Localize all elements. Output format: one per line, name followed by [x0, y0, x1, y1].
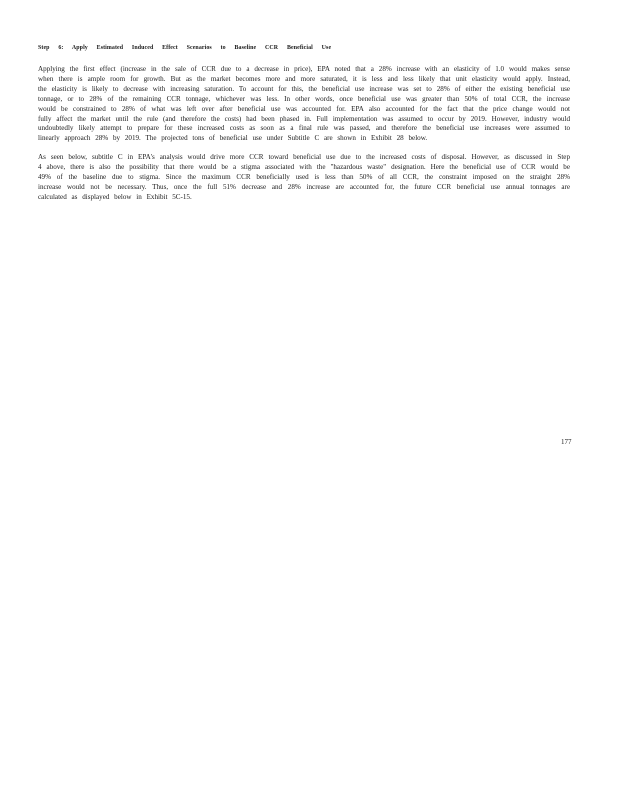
paragraph-elasticity: Applying the first effect (increase in the sale of CCR due to a decrease in price), EPA noted that a 28% increase with an elasticity of 1.0 would makes sense when there is ample room for growth. But as the market becomes more and more saturated, it is less and less likely that unit elasticity would apply. Instead, the elasticity is likely to decrease with increasing saturation. To account for this, the beneficial use increase was set to 28% of either the existing beneficial use tonnage, or to 28% of the remaining CCR tonnage, whichever was less. In other words, once beneficial use was greater than 50% of total CCR, the increase would be constrained to 28% of what was left over after beneficial use was accounted for. EPA also accounted for the fact that the price change would not fully affect the market until the rule (and therefore the costs) had been phased in. Full implementation was assumed to occur by 2019. However, industry would undoubtedly likely attempt to prepare for these increased costs as soon as a final rule was passed, and therefore the beneficial use increases were assumed to linearly approach 28% by 2019. The projected tons of beneficial use under Subtitle C are shown in Exhibit 28 below.: [38, 65, 570, 143]
section-heading: Step 6: Apply Estimated Induced Effect Scenarios to Baseline CCR Beneficial Use: [38, 44, 332, 51]
document-page: [38, 44, 570, 212]
paragraph-stigma: As seen below, subtitle C in EPA's analysis would drive more CCR toward beneficial use due to the increased costs of disposal. However, as discussed in Step 4 above, there is also the possibility that there would be a stigma associated with the "hazardous waste" designation. Here the beneficial use of CCR would be 49% of the baseline due to stigma. Since the maximum CCR beneficially used is less than 50% of all CCR, the constraint imposed on the straight 28% increase would not be necessary. Thus, once the full 51% decrease and 28% increase are accounted for, the future CCR beneficial use annual tonnages are calculated as displayed below in Exhibit 5C-15.: [38, 153, 570, 201]
page-number: 177: [561, 438, 572, 446]
